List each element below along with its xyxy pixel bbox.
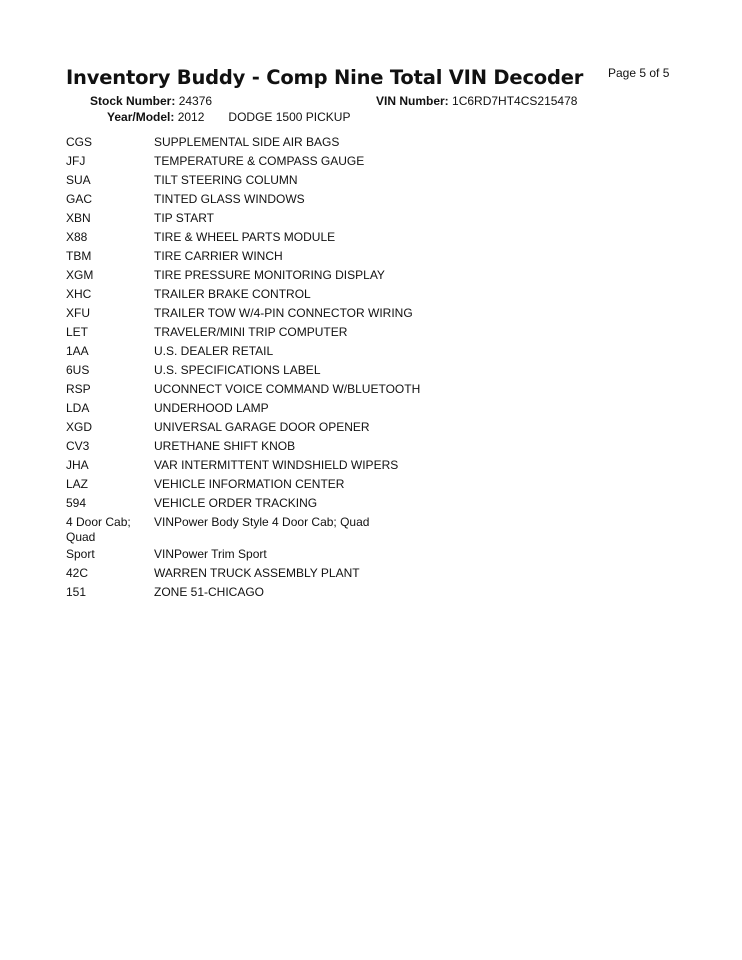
list-item (66, 342, 686, 361)
option-code: RSP (66, 382, 91, 396)
option-code: XHC (66, 287, 92, 301)
list-item (66, 399, 686, 418)
list-item (66, 437, 686, 456)
option-description: TRAILER TOW W/4-PIN CONNECTOR WIRING (154, 306, 413, 320)
option-code: CGS (66, 135, 93, 149)
option-code: XFU (66, 306, 90, 320)
vin-number-value: 1C6RD7HT4CS215478 (452, 94, 578, 108)
option-code: JHA (66, 458, 89, 472)
option-description: SUPPLEMENTAL SIDE AIR BAGS (154, 135, 340, 149)
option-description: TINTED GLASS WINDOWS (154, 192, 305, 206)
option-list (66, 133, 686, 602)
list-item (66, 209, 686, 228)
option-code: X88 (66, 230, 88, 244)
list-item (66, 152, 686, 171)
list-item (66, 513, 686, 545)
option-description: TIRE & WHEEL PARTS MODULE (154, 230, 336, 244)
list-item (66, 304, 686, 323)
year-model-label: Year/Model: (107, 110, 175, 124)
list-item (66, 418, 686, 437)
model-value: DODGE 1500 PICKUP (228, 110, 351, 124)
option-code: XGM (66, 268, 94, 282)
option-description: TEMPERATURE & COMPASS GAUGE (154, 154, 365, 168)
list-item (66, 228, 686, 247)
list-item (66, 190, 686, 209)
vin-number (376, 94, 577, 108)
option-code: Sport (66, 547, 95, 561)
list-item (66, 323, 686, 342)
stock-number-label: Stock Number: (90, 94, 176, 108)
list-item (66, 564, 686, 583)
option-description: WARREN TRUCK ASSEMBLY PLANT (154, 566, 360, 580)
option-description: U.S. SPECIFICATIONS LABEL (154, 363, 321, 377)
option-description: UCONNECT VOICE COMMAND W/BLUETOOTH (154, 382, 421, 396)
list-item (66, 475, 686, 494)
stock-number (90, 94, 212, 108)
option-description: VEHICLE ORDER TRACKING (154, 496, 318, 510)
option-code: 6US (66, 363, 90, 377)
option-description: TIP START (154, 211, 215, 225)
vin-number-label: VIN Number: (376, 94, 449, 108)
list-item (66, 361, 686, 380)
list-item (66, 247, 686, 266)
option-code: LDA (66, 401, 90, 415)
option-description: UNIVERSAL GARAGE DOOR OPENER (154, 420, 370, 434)
option-code: XBN (66, 211, 91, 225)
option-description: U.S. DEALER RETAIL (154, 344, 274, 358)
list-item (66, 133, 686, 152)
option-code: 1AA (66, 344, 89, 358)
stock-number-value: 24376 (178, 94, 213, 108)
option-code: 42C (66, 566, 89, 580)
list-item (66, 266, 686, 285)
list-item (66, 456, 686, 475)
option-code: XGD (66, 420, 93, 434)
option-code: LAZ (66, 477, 89, 491)
option-code: 594 (66, 496, 87, 510)
option-description: ZONE 51-CHICAGO (154, 585, 265, 599)
list-item (66, 285, 686, 304)
option-code: JFJ (66, 154, 86, 168)
option-code: LET (66, 325, 89, 339)
option-description: URETHANE SHIFT KNOB (154, 439, 296, 453)
option-description: TILT STEERING COLUMN (154, 173, 298, 187)
option-description: TIRE PRESSURE MONITORING DISPLAY (154, 268, 385, 282)
year-value: 2012 (177, 110, 205, 124)
option-code: 151 (66, 585, 87, 599)
option-description: VEHICLE INFORMATION CENTER (154, 477, 345, 491)
page-title: Inventory Buddy - Comp Nine Total VIN Decoder (66, 66, 584, 89)
list-item (66, 583, 686, 602)
option-description: VINPower Body Style 4 Door Cab; Quad (154, 515, 370, 529)
option-code: TBM (66, 249, 92, 263)
option-code: GAC (66, 192, 93, 206)
list-item (66, 380, 686, 399)
list-item (66, 171, 686, 190)
option-description: TRAILER BRAKE CONTROL (154, 287, 311, 301)
option-description: TIRE CARRIER WINCH (154, 249, 283, 263)
option-description: TRAVELER/MINI TRIP COMPUTER (154, 325, 348, 339)
option-description: VAR INTERMITTENT WINDSHIELD WIPERS (154, 458, 399, 472)
option-description: VINPower Trim Sport (154, 547, 267, 561)
year-model (107, 110, 350, 124)
option-code: CV3 (66, 439, 90, 453)
list-item (66, 545, 686, 564)
option-code: SUA (66, 173, 91, 187)
option-description: UNDERHOOD LAMP (154, 401, 269, 415)
option-code: 4 Door Cab; Quad (66, 515, 131, 544)
page-number: Page 5 of 5 (608, 66, 670, 80)
list-item (66, 494, 686, 513)
